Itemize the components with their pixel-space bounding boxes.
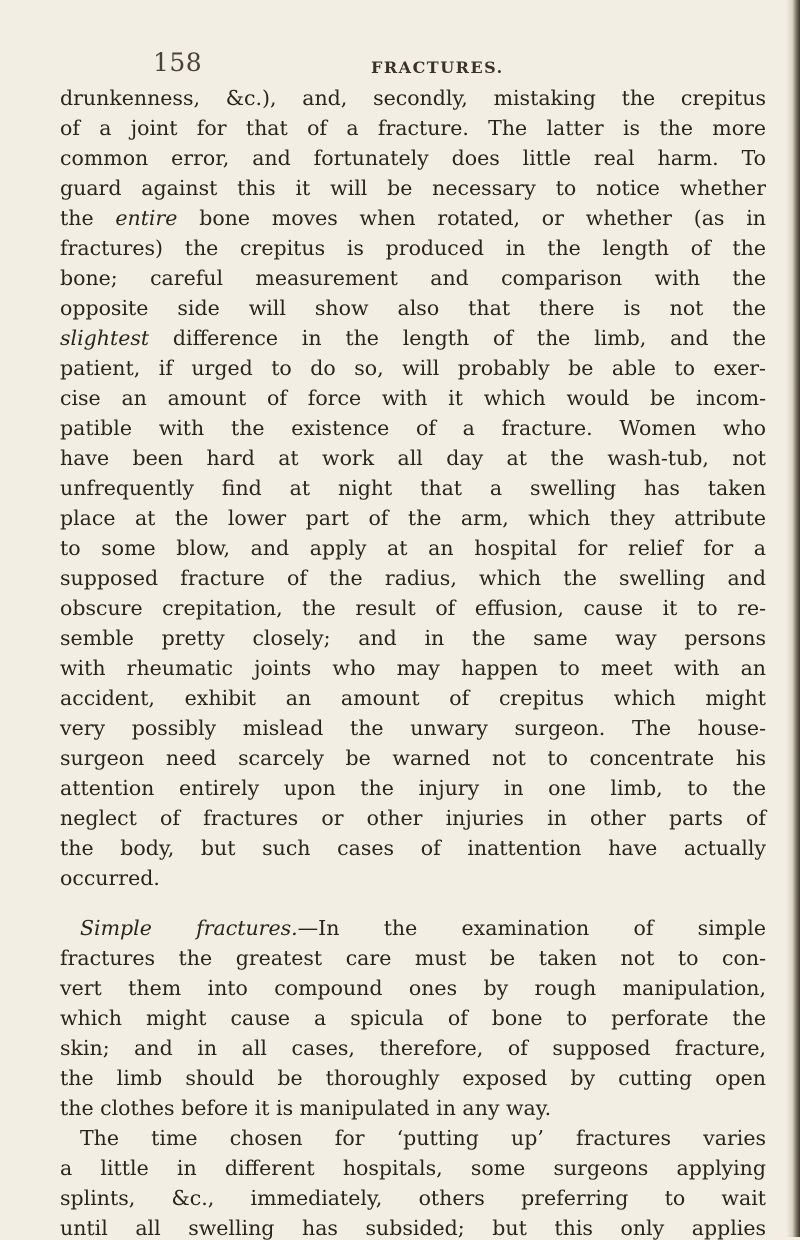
text-line: vert them into compound ones by rough manipulation, [60,976,766,1000]
text-line: attention entirely upon the injury in one limb, to the [60,776,766,800]
text-line: surgeon need scarcely be warned not to concentrate his [60,746,766,770]
text-line: The time chosen for ‘putting up’ fractures varies [80,1126,766,1150]
text-fragment: the [60,206,94,230]
italic-emphasis: slightest [60,326,150,350]
text-line: with rheumatic joints who may happen to meet with an [60,656,766,680]
text-line: fractures the greatest care must be taken not to con- [60,946,766,970]
text-line: the clothes before it is manipulated in any way. [60,1096,552,1120]
text-fragment: —In the examination of simple [297,916,766,940]
text-line: bone; careful measurement and comparison with the [60,266,766,290]
text-line: supposed fracture of the radius, which the swelling and [60,566,766,590]
text-line-with-italic [60,328,766,349]
text-line: patible with the existence of a fracture. Women who [60,416,766,440]
text-line: occurred. [60,866,160,890]
text-line: which might cause a spicula of bone to perforate the [60,1006,766,1030]
page-edge-shadow [786,0,800,1237]
section-heading-line [80,918,766,939]
text-line: semble pretty closely; and in the same way persons [60,626,766,650]
text-line: very possibly mislead the unwary surgeon. The house- [60,716,766,740]
text-line: the body, but such cases of inattention have actually [60,836,766,860]
text-line: fractures) the crepitus is produced in the length of the [60,236,766,260]
text-line: unfrequently find at night that a swelling has taken [60,476,766,500]
text-line: opposite side will show also that there is not the [60,296,766,320]
text-line: patient, if urged to do so, will probably be able to exer- [60,356,766,380]
text-line: drunkenness, &c.), and, secondly, mistaking the crepitus [60,86,766,110]
text-line: accident, exhibit an amount of crepitus which might [60,686,766,710]
text-fragment: difference in the length of the limb, and the [172,326,766,350]
text-line: neglect of fractures or other injuries in other parts of [60,806,766,830]
text-line: to some blow, and apply at an hospital for relief for a [60,536,766,560]
italic-emphasis: entire [115,206,178,230]
page-number: 158 [153,48,203,77]
text-line-with-italic [60,208,766,229]
text-fragment: bone moves when rotated, or whether (as in [199,206,766,230]
text-line: until all swelling has subsided; but this only applies [60,1216,766,1240]
text-line: splints, &c., immediately, others preferring to wait [60,1186,766,1210]
text-line: guard against this it will be necessary to notice whether [60,176,766,200]
text-line: obscure crepitation, the result of effusion, cause it to re- [60,596,766,620]
text-line: common error, and fortunately does little real harm. To [60,146,766,170]
text-line: skin; and in all cases, therefore, of supposed fracture, [60,1036,766,1060]
section-heading: Simple fractures. [80,916,298,940]
text-line: the limb should be thoroughly exposed by cutting open [60,1066,766,1090]
text-line: a little in different hospitals, some surgeons applying [60,1156,766,1180]
text-line: cise an amount of force with it which would be incom- [60,386,766,410]
text-line: have been hard at work all day at the wash-tub, not [60,446,766,470]
running-title: FRACTURES. [371,58,504,77]
text-line: of a joint for that of a fracture. The latter is the more [60,116,766,140]
text-line: place at the lower part of the arm, which they attribute [60,506,766,530]
